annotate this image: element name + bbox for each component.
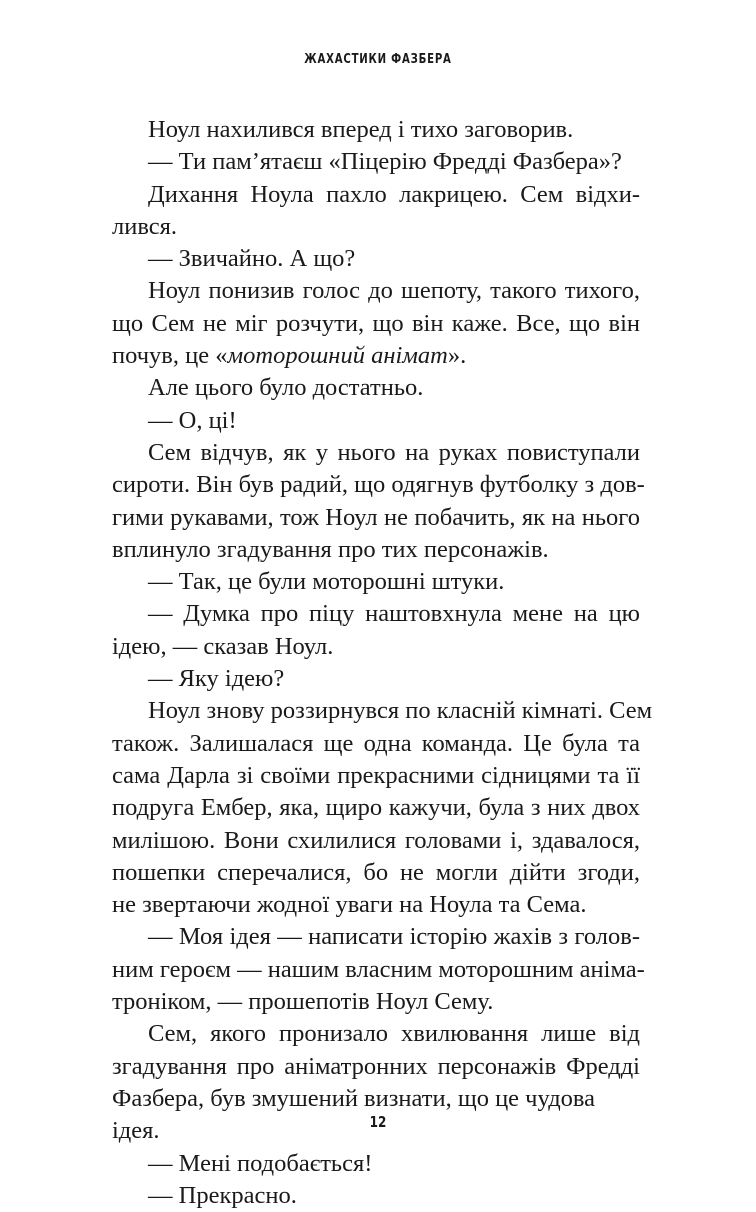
text-line: лився. — [112, 212, 178, 240]
text-line: — Мені подобається! — [148, 1149, 373, 1177]
text-line: згадування про аніматронних персонажів Фредді — [112, 1052, 640, 1080]
text-line: ідею, — сказав Ноул. — [112, 632, 334, 660]
page-number: 12 — [369, 1113, 387, 1131]
text-fragment: почув, це « — [112, 342, 228, 370]
text-line: Дихання Ноула пахло лакрицею. Сем відхи- — [148, 180, 640, 208]
text-line: — О, ці! — [148, 406, 237, 434]
paragraph — [112, 566, 640, 598]
text-line: що Сем не міг розчути, що він каже. Все, що він — [112, 309, 640, 337]
running-header: ЖАХАСТИКИ ФАЗБЕРА — [304, 52, 452, 67]
paragraph — [112, 179, 640, 244]
text-line: Сем відчув, як у нього на руках повиступали — [148, 438, 640, 466]
text-line: троніком, — прошепотів Ноул Сему. — [112, 988, 494, 1016]
text-line: — Моя ідея — написати історію жахів з голов- — [148, 923, 640, 951]
paragraph — [112, 663, 640, 695]
paragraph — [112, 437, 645, 566]
paragraph — [112, 695, 653, 921]
text-line: сироти. Він був радий, що одягнув футболку з дов- — [112, 471, 645, 499]
text-line: милішою. Вони схилилися головами і, здавалося, — [112, 826, 640, 854]
text-line: — Думка про піцу наштовхнула мене на цю — [148, 600, 640, 628]
paragraph — [112, 114, 640, 146]
text-line: — Ти пам’ятаєш «Піцерію Фредді Фазбера»? — [148, 148, 622, 176]
italic-phrase: моторошний анімат — [227, 342, 448, 370]
text-line: — Яку ідею? — [148, 665, 285, 693]
paragraph — [112, 146, 640, 178]
text-line: Ноул нахилився вперед і тихо заговорив. — [148, 116, 574, 143]
paragraph — [112, 598, 640, 663]
text-line: гими рукавами, тож Ноул не побачить, як на нього — [112, 503, 640, 531]
text-line: пошепки сперечалися, бо не могли дійти згоди, — [112, 858, 640, 886]
text-line: сама Дарла зі своїми прекрасними сідницями та її — [112, 761, 640, 789]
text-line: Ноул знову роззирнувся по класній кімнаті. Сем — [148, 697, 653, 725]
paragraph — [112, 921, 645, 1018]
book-text — [112, 114, 653, 1212]
text-line: Фазбера, був змушений визнати, що це чудова ідея. — [112, 1084, 596, 1145]
text-line: — Прекрасно. — [148, 1181, 297, 1209]
paragraph — [112, 275, 640, 372]
text-line: — Звичайно. А що? — [148, 245, 356, 273]
text-line — [112, 340, 640, 372]
text-line: Сем, якого пронизало хвилювання лише від — [148, 1020, 640, 1048]
text-line: Ноул понизив голос до шепоту, такого тихого, — [148, 277, 640, 305]
text-fragment: ». — [447, 342, 467, 370]
text-line: також. Залишалася ще одна команда. Це була та — [112, 729, 640, 757]
text-line: вплинуло згадування про тих персонажів. — [112, 535, 549, 563]
paragraph — [112, 243, 640, 275]
text-line: не звертаючи жодної уваги на Ноула та Сема. — [112, 891, 587, 919]
paragraph — [112, 405, 640, 437]
text-line: — Так, це були моторошні штуки. — [148, 568, 505, 596]
paragraph — [112, 1148, 640, 1180]
paragraph — [112, 1180, 640, 1212]
text-line: ним героєм — нашим власним моторошним аніма- — [112, 955, 645, 983]
text-line: Але цього було достатньо. — [148, 374, 424, 402]
paragraph — [112, 372, 640, 404]
text-line: подруга Ембер, яка, щиро кажучи, була з них двох — [112, 794, 640, 822]
